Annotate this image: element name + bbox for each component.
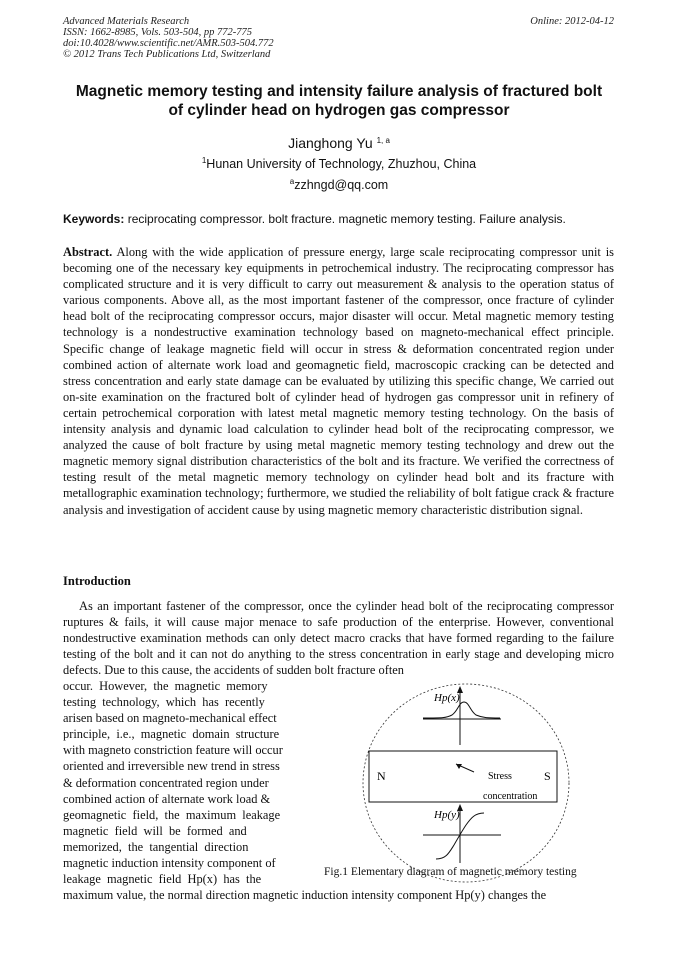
pole-s: S <box>544 769 551 783</box>
paragraph-line: oriented and irreversible new trend in stress <box>63 759 280 774</box>
stress-label: Stress <box>488 771 512 782</box>
paragraph-line: & deformation concentrated region under <box>63 775 269 790</box>
author-name: Jianghong Yu <box>288 135 373 151</box>
journal-meta <box>63 16 274 60</box>
paragraph-line: with magneto constriction feature will occur <box>63 743 283 758</box>
paragraph-line: magnetic field will be formed and <box>63 823 247 838</box>
copyright-line: © 2012 Trans Tech Publications Ltd, Switzerland <box>63 49 271 60</box>
paragraph-line: leakage magnetic field Hp(x) has the <box>63 872 262 887</box>
journal-name: Advanced Materials Research <box>63 16 190 27</box>
affiliation-text: Hunan University of Technology, Zhuzhou, China <box>206 157 477 171</box>
affiliation-sup: 1 <box>201 156 207 165</box>
paragraph-line: arisen based on magneto-mechanical effect <box>63 711 277 726</box>
affiliation <box>0 157 678 171</box>
field-ellipse <box>363 684 569 882</box>
introduction-heading: Introduction <box>63 574 131 588</box>
paragraph-line: testing technology, which has recently <box>63 695 265 710</box>
paragraph-line: memorized, the tangential direction <box>63 839 249 854</box>
abstract-label: Abstract. <box>63 245 113 259</box>
abstract-text: Along with the wide application of pressure energy, large scale reciprocating compressor unit is becoming one of the necessary key equipments in petrochemical industry. The reciprocating compressor has complicated structure and it is very difficult to carry out measurement & analysis to the operation status of various components. Above all, as the most important fastener of the compressor, once fracture of cylinder head bolt of the reciprocating compressor occurs, major disaster will occur. Metal magnetic memory testing technology is a nondestructive examination technology based on magneto-mechanical effect principle. Specific change of leakage magnetic field will occur in stress & deformation concentrated region under combined action of alternate work load and geomagnetic field, macroscopic cracking can be detected and stress concentration and early state damage can be evaluated by utilizing this specific change, We carried out on-site examination on the fractured bolt of cylinder head of hydrogen gas compressor unit in refinery of certain petrochemical corporation with latest metal magnetic memory testing technology. On the basis of intensity analysis and dynamic load calculation to cylinder head bolt of the reciprocating compressor, we analyzed the cause of bolt fracture by using metal magnetic memory testing technology and drew out the magnetic memory signal distribution characteristics of the bolt and its fracture. We verified the correctness of testing result of the metal magnetic memory technology on cylinder head bolt and its fracture with metallographic examination technology; furthermore, we studied the reliability of bolt fatigue crack & fracture analysis and investigation of accident cause by using magnetic memory characteristic distribution signal. <box>63 245 614 517</box>
author-sup: 1, a <box>376 136 390 145</box>
hx-curve <box>423 702 500 718</box>
abstract <box>63 244 614 518</box>
intro-paragraph-2 <box>63 678 306 887</box>
intro-paragraph-2-end: maximum value, the normal direction magnetic induction intensity component Hp(y) changes the <box>63 888 547 902</box>
paragraph-line: occur. However, the magnetic memory <box>63 679 268 693</box>
paragraph-line: magnetic induction intensity component of <box>63 856 276 871</box>
keywords-label: Keywords: <box>63 212 125 226</box>
intro-paragraph-1: As an important fastener of the compressor, once the cylinder head bolt of the reciprocating compressor ruptures & fails, it will cause major menace to safe production of the enterprise. However, conventional nondestructive examination methods can only detect macro cracks that have formed regarding to the failure testing of the bolt and it can not do anything to the stress concentration in early stage and developing micro defects. Due to this cause, the accidents of sudden bolt fracture often <box>63 599 614 678</box>
keywords-text: reciprocating compressor. bolt fracture. magnetic memory testing. Failure analysis. <box>127 212 566 226</box>
concentration-label: concentration <box>483 791 538 802</box>
paragraph-line: principle, i.e., magnetic domain structure <box>63 727 280 742</box>
hy-label: Hp(y) <box>434 809 460 821</box>
hx-label: Hp(x) <box>434 692 460 704</box>
title-line-1: Magnetic memory testing and intensity failure analysis of fractured bolt <box>75 83 603 100</box>
doi-line: doi:10.4028/www.scientific.net/AMR.503-504.772 <box>63 38 274 49</box>
title-line-2: of cylinder head on hydrogen gas compressor <box>168 102 510 119</box>
email-text: zzhngd@qq.com <box>294 178 389 192</box>
author <box>0 135 678 151</box>
online-date: Online: 2012-04-12 <box>530 16 614 27</box>
figure-caption: Fig.1 Elementary diagram of magnetic memory testing <box>324 866 577 878</box>
paragraph-line: geomagnetic field, the maximum leakage <box>63 807 281 822</box>
issn-line: ISSN: 1662-8985, Vols. 503-504, pp 772-775 <box>63 27 252 38</box>
paper-title <box>40 82 638 120</box>
email-sup: a <box>289 177 295 186</box>
email <box>0 178 678 192</box>
magnetic-memory-diagram <box>318 683 618 883</box>
paragraph-line: combined action of alternate work load & <box>63 791 271 806</box>
pole-n: N <box>377 769 386 783</box>
keywords <box>63 212 623 226</box>
